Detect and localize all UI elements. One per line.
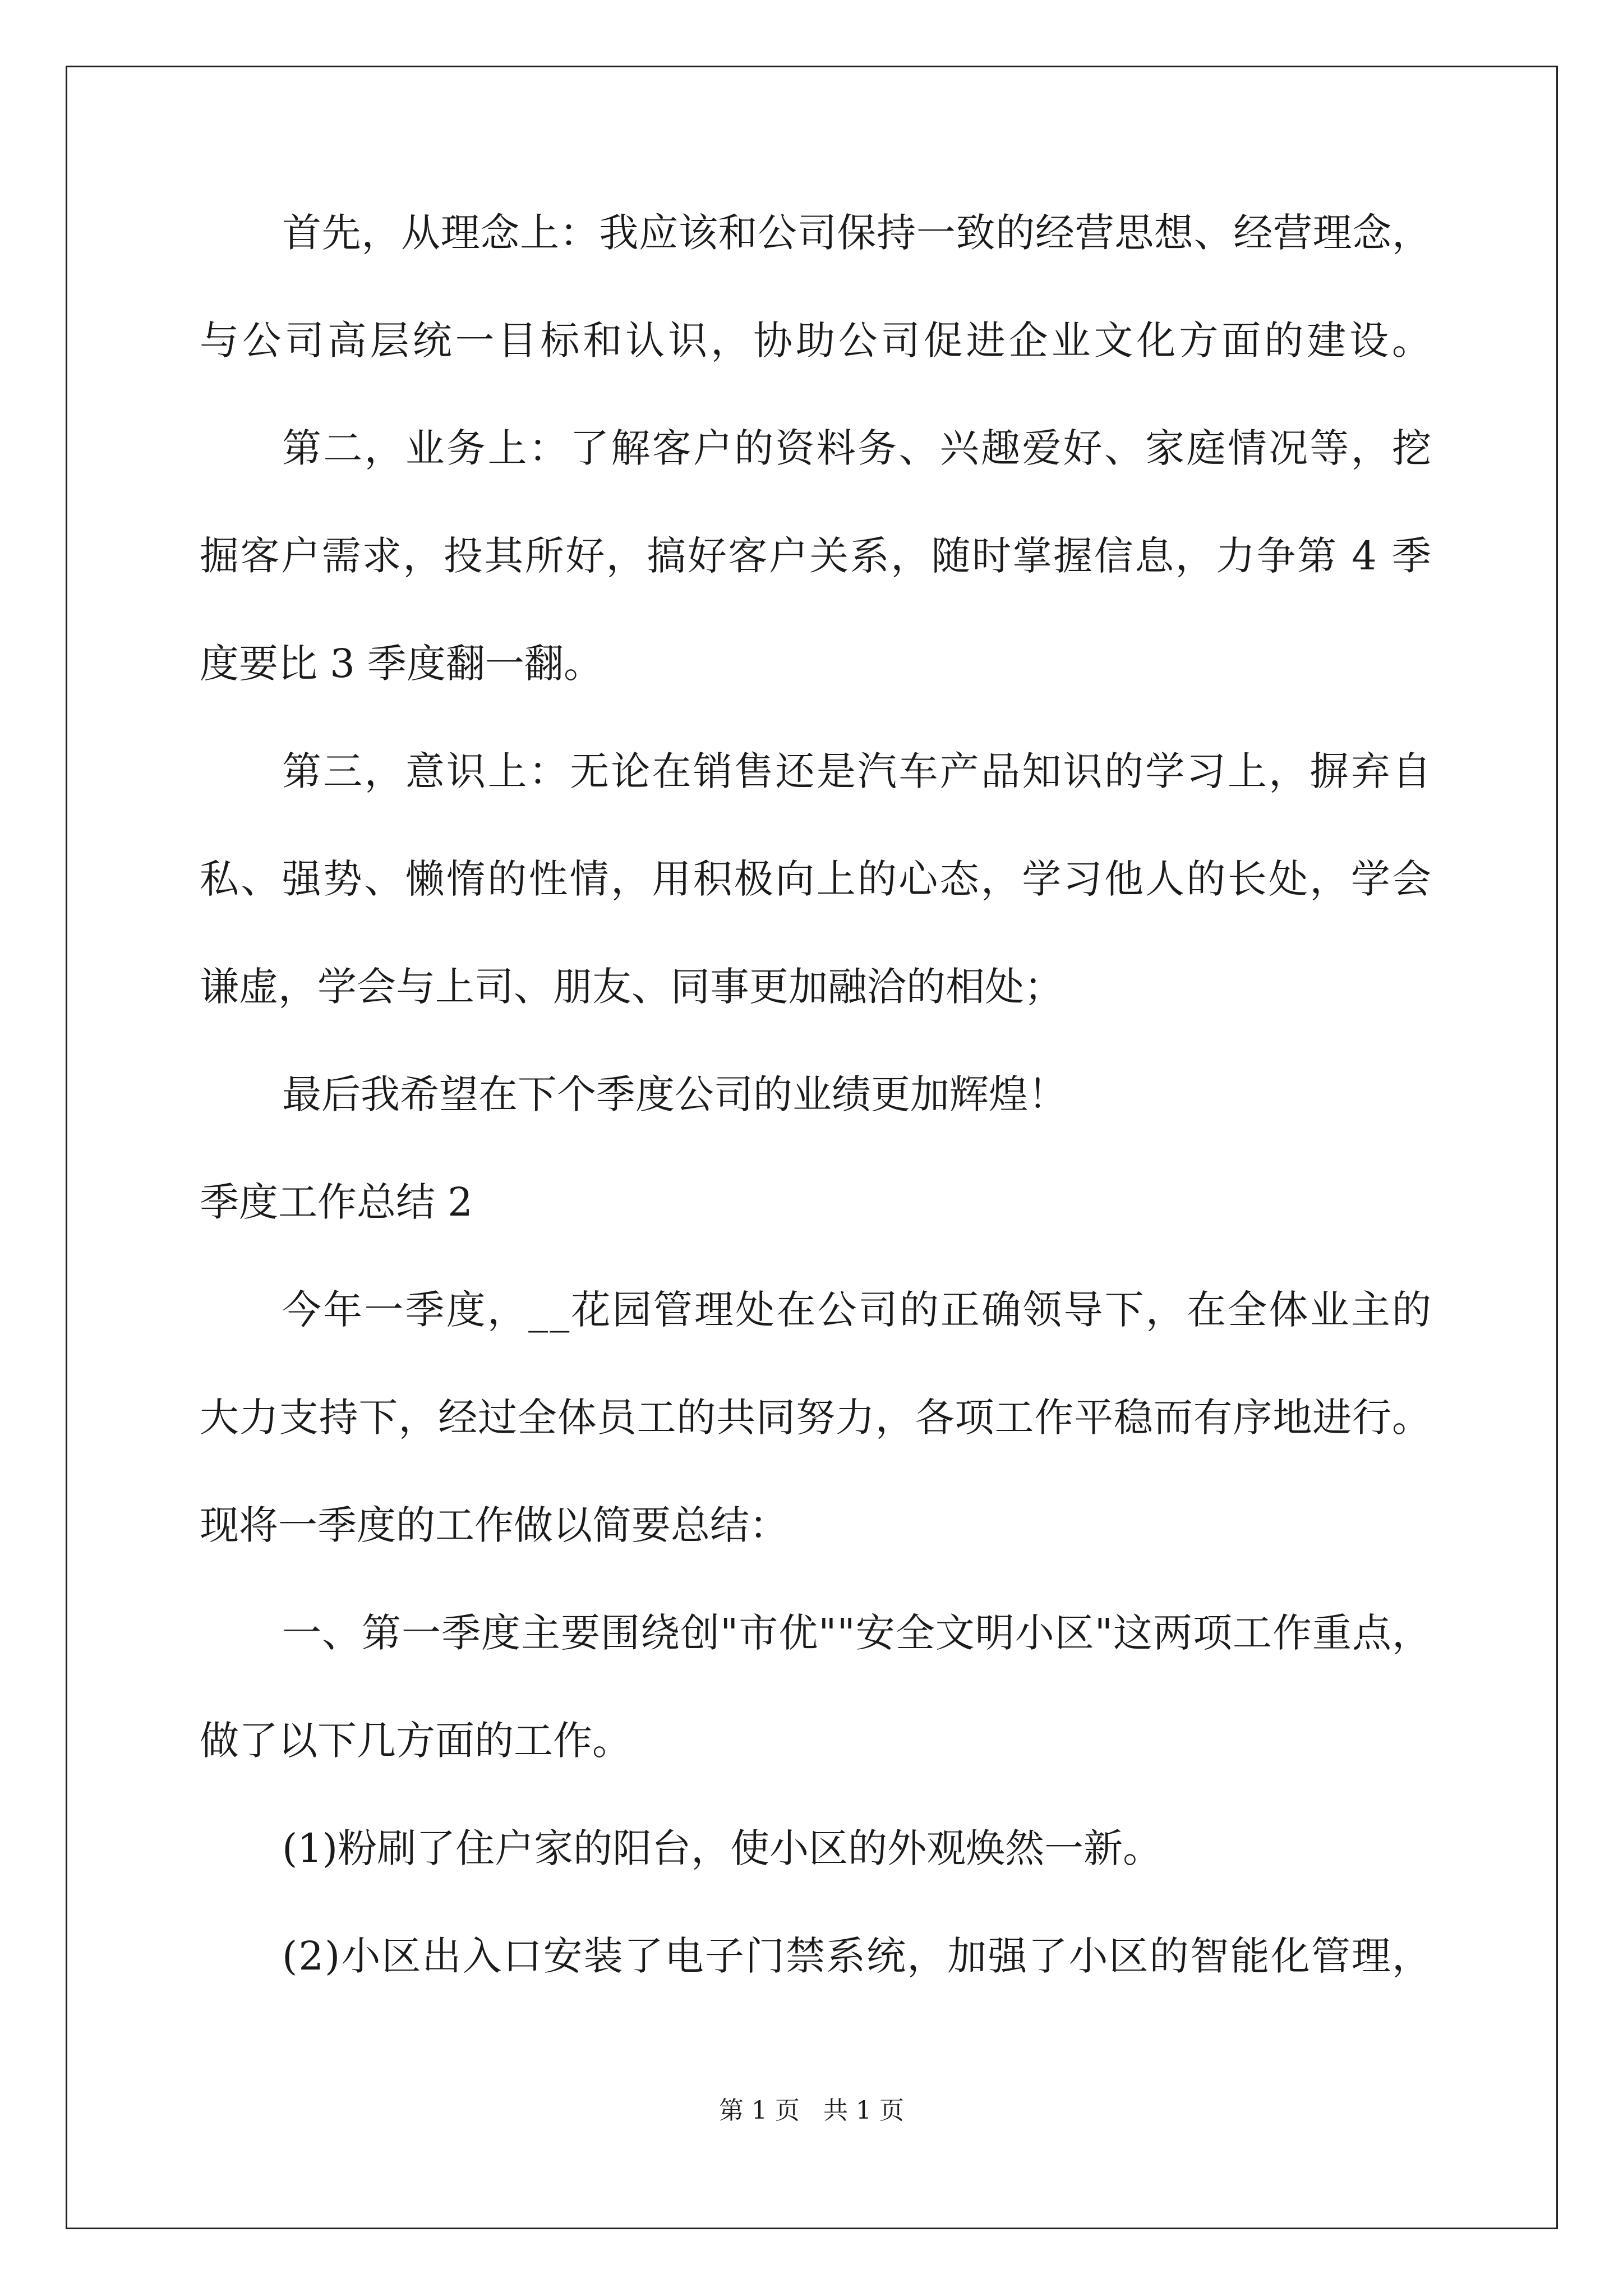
line-text: 大力支持下，经过全体员工的共同努力，各项工作平稳而有序地进行。 [200,1395,1432,1441]
section-heading [200,1179,1431,1290]
paragraph-line [200,425,1433,536]
paragraph-line [200,1610,1432,1721]
line-text: 第三，意识上：无论在销售还是汽车产品知识的学习上，摒弃自 [282,748,1433,794]
line-text: 首先，从理念上：我应该和公司保持一致的经营思想、经营理念， [282,210,1432,256]
paragraph-line [200,1071,1431,1182]
line-text: 谦虚，学会与上司、朋友、同事更加融洽的相处； [200,964,1063,1010]
paragraph-line [200,318,1435,429]
paragraph-line [200,210,1432,321]
paragraph-line [200,1933,1433,2044]
heading-text: 季度工作总结 2 [200,1179,473,1225]
line-text: (1)粉刷了住户家的阳台，使小区的外观焕然一新。 [282,1825,1163,1871]
line-text: 今年一季度，__花园管理处在公司的正确领导下，在全体业主的 [282,1287,1433,1333]
paragraph-line [200,533,1433,644]
paragraph-line [200,964,1431,1075]
line-text: 现将一季度的工作做以简要总结： [200,1502,789,1548]
line-text: 度要比 3 季度翻一翻。 [200,641,603,687]
page-footer: 第 1 页 共 1 页 [719,2096,904,2125]
line-text: 做了以下几方面的工作。 [200,1718,631,1764]
document-body [200,210,1435,2044]
paragraph-line [200,1395,1432,1506]
line-text: 掘客户需求，投其所好，搞好客户关系，随时掌握信息，力争第 4 季 [200,533,1433,579]
paragraph-line [200,1718,1431,1829]
paragraph-line [200,1287,1433,1398]
paragraph-line [200,1502,1431,1613]
paragraph-line [200,1825,1431,1936]
paragraph-line [200,748,1433,859]
line-text: 第二，业务上：了解客户的资料务、兴趣爱好、家庭情况等，挖 [282,425,1433,471]
paragraph-line [200,856,1433,967]
line-text: 最后我希望在下个季度公司的业绩更加辉煌！ [282,1071,1067,1117]
line-text: 一、第一季度主要围绕创"市优""安全文明小区"这两项工作重点， [282,1610,1432,1656]
line-text: (2)小区出入口安装了电子门禁系统，加强了小区的智能化管理， [282,1933,1433,1979]
line-text: 私、强势、懒惰的性情，用积极向上的心态，学习他人的长处，学会 [200,856,1433,902]
paragraph-line [200,641,1431,752]
line-text: 与公司高层统一目标和认识，协助公司促进企业文化方面的建设。 [200,318,1435,364]
